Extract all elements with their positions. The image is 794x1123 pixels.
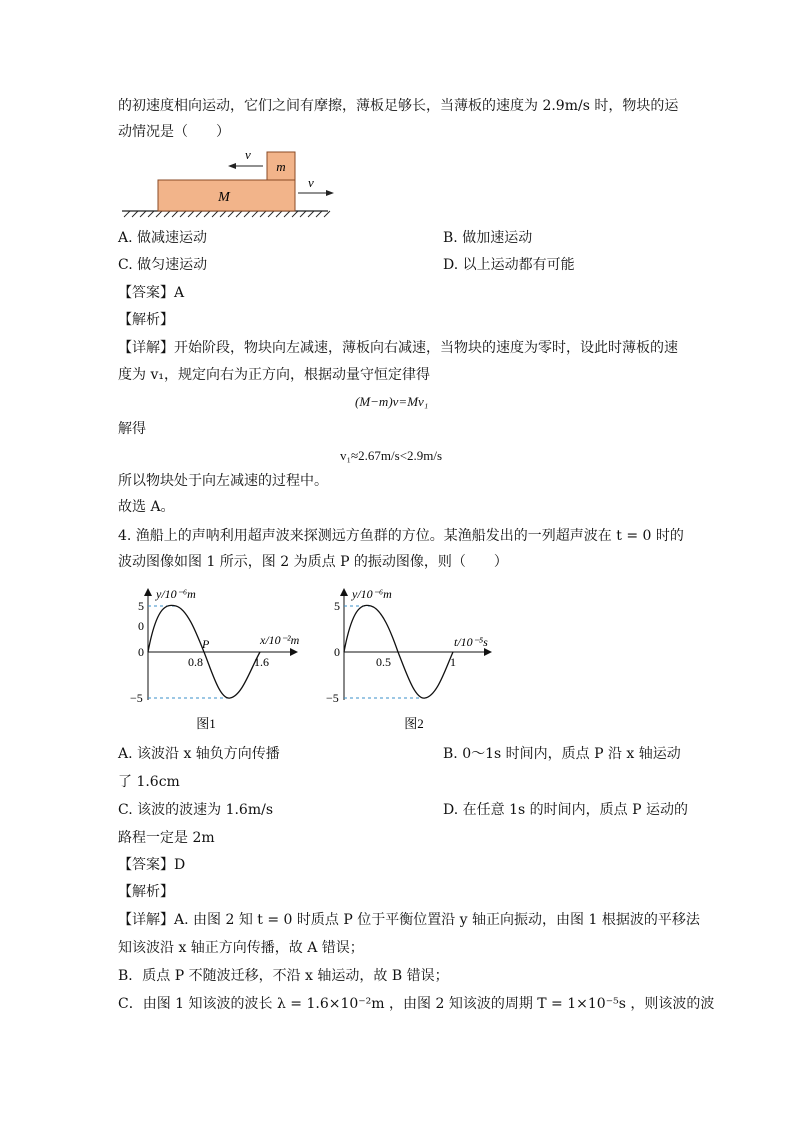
fig1-xlabel: x/10⁻²m: [260, 633, 300, 647]
fig2-x-mid: 0.5: [376, 655, 391, 669]
fig1-y-zero-top: 0: [138, 619, 144, 633]
fig2-caption: 图2: [404, 716, 424, 731]
fig2-y-zero: 0: [334, 645, 340, 659]
ground-hatching: [124, 211, 330, 217]
fig2-y-top: 5: [334, 599, 340, 613]
velocity-right-label: v: [308, 175, 314, 190]
fig1-x-end: 1.6: [254, 655, 269, 669]
fig2-x-end: 1: [450, 655, 456, 669]
block-label: m: [276, 159, 286, 174]
fig1-point-p: P: [202, 637, 210, 651]
q4-stem-line1: 4. 渔船上的声呐利用超声波来探测远方鱼群的方位。某渔船发出的一列超声波在 t = 0 时的: [118, 528, 684, 544]
q4-option-d: D. 在任意 1s 的时间内，质点 P 运动的: [443, 802, 688, 818]
fig1-x-mid: 0.8: [188, 655, 203, 669]
q4-analysis-tag: 【解析】: [118, 884, 174, 900]
q3-analysis-tag: 【解析】: [118, 312, 174, 328]
q3-stem-line1: 的初速度相向运动，它们之间有摩擦，薄板足够长，当薄板的速度为 2.9m/s 时，物块的运: [118, 98, 679, 114]
q4-answer: 【答案】D: [118, 857, 186, 873]
fig2-y-bottom: −5: [326, 691, 339, 705]
velocity-left-label: v: [245, 147, 251, 162]
q3-option-c: C. 做匀速运动: [118, 257, 208, 273]
q3-option-a: A. 做减速运动: [118, 230, 208, 246]
q3-answer: 【答案】A: [118, 285, 185, 301]
q3-conclusion: 所以物块处于向左减速的过程中。: [118, 473, 328, 489]
left-arrowhead: [228, 163, 236, 169]
fig1-y-bottom: −5: [130, 691, 143, 705]
q4-option-b-cont: 了 1.6cm: [118, 774, 180, 790]
fig1-caption: 图1: [196, 716, 216, 731]
q4-option-a: A. 该波沿 x 轴负方向传播: [118, 746, 280, 762]
figure1-wave-graph: [118, 582, 318, 737]
q3-solve-label: 解得: [118, 421, 146, 437]
fig1-ylabel: y/10⁻⁶m: [156, 587, 196, 601]
q4-stem-line2: 波动图像如图 1 所示，图 2 为质点 P 的振动图像，则（ ）: [118, 554, 508, 570]
q4-detail-c: C．由图 1 知该波的波长 λ = 1.6×10⁻²m ，由图 2 知该波的周期 T = 1×10⁻⁵s ，则该波的波: [118, 996, 715, 1012]
fig2-xlabel: t/10⁻⁵s: [454, 635, 488, 649]
q3-choose: 故选 A。: [118, 499, 175, 515]
block-board-diagram: [118, 145, 348, 220]
right-arrowhead: [326, 190, 334, 196]
q4-detail-b: B．质点 P 不随波迁移，不沿 x 轴运动，故 B 错误；: [118, 968, 449, 984]
fig1-y-zero: 0: [138, 645, 144, 659]
q4-option-b: B. 0～1s 时间内，质点 P 沿 x 轴运动: [443, 746, 681, 762]
fig1-y-top: 5: [138, 599, 144, 613]
q3-equation1: (M−m)v=Mv₁: [355, 394, 429, 409]
q4-detail-a1: 【详解】A. 由图 2 知 t = 0 时质点 P 位于平衡位置沿 y 轴正向振动，由图 1 根据波的平移法: [118, 912, 700, 928]
q4-option-d-cont: 路程一定是 2m: [118, 830, 215, 846]
q4-detail-a2: 知该波沿 x 轴正方向传播，故 A 错误；: [118, 940, 364, 956]
q3-detail-line1: 【详解】开始阶段，物块向左减速，薄板向右减速，当物块的速度为零时，设此时薄板的速: [118, 340, 678, 356]
q3-equation2: v₁≈2.67m/s<2.9m/s: [340, 448, 443, 463]
q3-option-b: B. 做加速运动: [443, 230, 533, 246]
board-label: M: [218, 190, 230, 205]
fig2-ylabel: y/10⁻⁶m: [352, 587, 392, 601]
q3-detail-line2: 度为 v₁，规定向右为正方向，根据动量守恒定律得: [118, 367, 430, 383]
q3-stem-line2: 动情况是（ ）: [118, 124, 230, 140]
q4-option-c: C. 该波的波速为 1.6m/s: [118, 802, 274, 818]
figure2-vibration-graph: [320, 582, 520, 737]
q3-option-d: D. 以上运动都有可能: [443, 257, 575, 273]
